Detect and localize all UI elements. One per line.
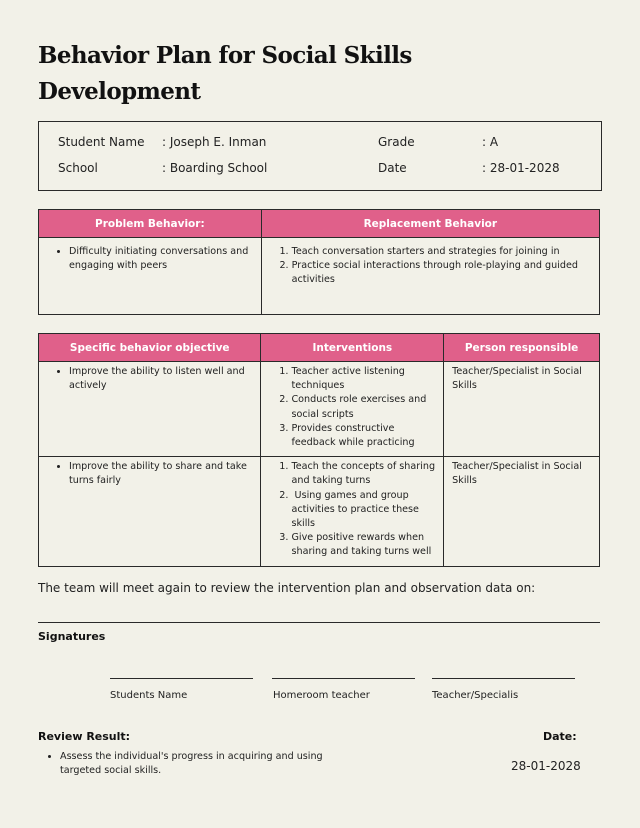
list-item: • Difficulty initiating conversations and engaging with peers — [69, 245, 253, 273]
objective-table-header — [39, 334, 600, 362]
interventions-cell — [261, 362, 444, 457]
behavior-table-header — [39, 210, 600, 238]
problem-behavior-header: Problem Behavior: — [39, 210, 262, 238]
objective-header: Specific behavior objective — [39, 334, 261, 362]
behavior-table — [38, 209, 600, 315]
signatures-heading: Signatures — [38, 630, 106, 643]
grade-value: : A — [482, 135, 499, 149]
list-item: 3. Provides constructive feedback while practicing — [291, 422, 435, 450]
objective-cell — [39, 457, 261, 566]
review-date-value: 28-01-2028 — [511, 759, 581, 773]
review-result-list — [38, 750, 348, 778]
list-item: • Improve the ability to listen well and actively — [69, 365, 252, 393]
objective-cell — [39, 362, 261, 457]
date-label: Date — [378, 161, 407, 175]
signature-line-specialist — [432, 678, 575, 679]
list-item: 2. Practice social interactions through role-playing and guided activities — [292, 259, 591, 287]
student-info-box — [38, 121, 602, 191]
page-title: Behavior Plan for Social Skills Development — [38, 42, 412, 105]
list-item: 1. Teacher active listening techniques — [291, 365, 435, 393]
objective-table — [38, 333, 600, 567]
list-item: 2. Conducts role exercises and social scripts — [291, 393, 435, 421]
signature-label-homeroom: Homeroom teacher — [273, 690, 370, 701]
student-name-label: Student Name — [58, 135, 145, 149]
list-item: 3. Give positive rewards when sharing and taking turns well — [291, 531, 435, 559]
replacement-behavior-header: Replacement Behavior — [261, 210, 599, 238]
student-name-value: : Joseph E. Inman — [162, 135, 267, 149]
person-responsible-cell: Teacher/Specialist in Social Skills — [444, 362, 600, 457]
table-row — [39, 362, 600, 457]
person-responsible-header: Person responsible — [444, 334, 600, 362]
signature-label-student: Students Name — [110, 690, 188, 701]
review-result-label: Review Result: — [38, 730, 131, 743]
signature-line-homeroom — [272, 678, 415, 679]
list-item: 2. Using games and group activities to practice these skills — [291, 489, 435, 532]
date-value: : 28-01-2028 — [482, 161, 560, 175]
school-value: : Boarding School — [162, 161, 268, 175]
table-row — [39, 238, 600, 315]
table-row — [39, 457, 600, 566]
grade-label: Grade — [378, 135, 415, 149]
review-date-line — [38, 622, 600, 623]
signature-label-specialist: Teacher/Specialis — [432, 690, 519, 701]
review-meeting-text: The team will meet again to review the intervention plan and observation data on: — [38, 581, 536, 595]
list-item: 1. Teach conversation starters and strategies for joining in — [292, 245, 591, 259]
interventions-header: Interventions — [261, 334, 444, 362]
list-item: • Improve the ability to share and take turns fairly — [69, 460, 252, 488]
review-date-label: Date: — [543, 730, 577, 743]
signature-line-student — [110, 678, 253, 679]
list-item: 1. Teach the concepts of sharing and taking turns — [291, 460, 435, 488]
person-responsible-cell: Teacher/Specialist in Social Skills — [444, 457, 600, 566]
list-item: • Assess the individual's progress in acquiring and using targeted social skills. — [60, 750, 348, 778]
replacement-behavior-cell — [261, 238, 599, 315]
interventions-cell — [261, 457, 444, 566]
problem-behavior-cell — [39, 238, 262, 315]
school-label: School — [58, 161, 98, 175]
